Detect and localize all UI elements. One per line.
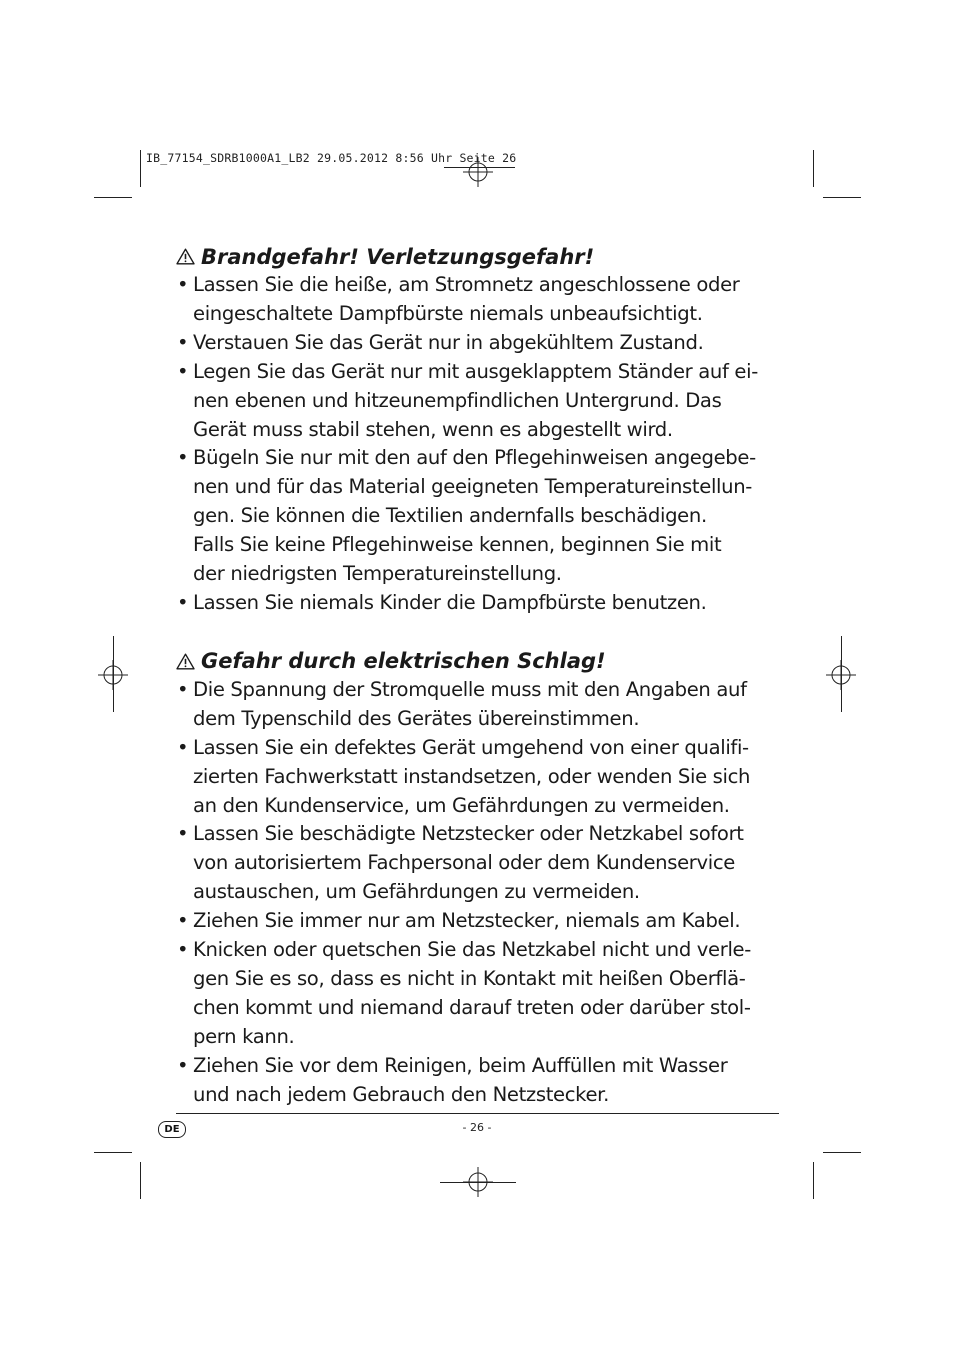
- bullet-line: eingeschaltete Dampfbürste niemals unbeaufsichtigt.: [193, 301, 703, 325]
- page-number: - 26 -: [462, 1121, 492, 1134]
- safety-instructions: [176, 242, 782, 1109]
- bullet-item: [176, 936, 782, 1052]
- section-fire-injury: [176, 242, 782, 618]
- language-badge: DE: [158, 1121, 186, 1138]
- crop-mark: [94, 197, 132, 198]
- section-electric-shock: [176, 647, 782, 1110]
- bullet-line: • Lassen Sie ein defektes Gerät umgehend von einer qualifi-: [193, 735, 749, 759]
- bullet-line: • Lassen Sie beschädigte Netzstecker oder Netzkabel sofort: [193, 822, 744, 846]
- crop-mark: [823, 197, 861, 198]
- bullet-item: [176, 329, 782, 358]
- bullet-item: [176, 444, 782, 589]
- bullet-item: [176, 907, 782, 936]
- bullet-line: • Bügeln Sie nur mit den auf den Pflegehinweisen angegebe-: [193, 446, 756, 470]
- warning-triangle-icon: [176, 248, 195, 265]
- section-heading: [176, 647, 782, 676]
- bullet-item: [176, 734, 782, 821]
- bullet-line: zierten Fachwerkstatt instandsetzen, oder wenden Sie sich: [193, 764, 751, 788]
- bullet-line: von autorisiertem Fachpersonal oder dem Kundenservice: [193, 851, 735, 875]
- bullet-item: [176, 676, 782, 734]
- crop-mark: [813, 150, 814, 187]
- bullet-item: [176, 589, 782, 618]
- bullet-item: [176, 820, 782, 907]
- bullet-line: • Knicken oder quetschen Sie das Netzkabel nicht und verle-: [193, 938, 751, 962]
- bullet-line: gen Sie es so, dass es nicht in Kontakt mit heißen Oberflä-: [193, 966, 746, 990]
- crop-mark: [823, 1152, 861, 1153]
- section-heading-text: Brandgefahr! Verletzungsgefahr!: [201, 244, 595, 269]
- footer-rule: [176, 1113, 779, 1114]
- bullet-line: der niedrigsten Temperatureinstellung.: [193, 562, 562, 586]
- bullet-line: Gerät muss stabil stehen, wenn es abgestellt wird.: [193, 417, 673, 441]
- print-slug: IB_77154_SDRB1000A1_LB2 29.05.2012 8:56 Uhr Seite 26: [146, 151, 517, 165]
- bullet-line: gen. Sie können die Textilien andernfalls beschädigen.: [193, 504, 707, 528]
- bullet-line: • Ziehen Sie immer nur am Netzstecker, niemals am Kabel.: [193, 909, 741, 933]
- bullet-line: nen und für das Material geeigneten Temperatureinstellun-: [193, 475, 752, 499]
- bullet-list: [176, 271, 782, 618]
- crop-mark: [440, 1182, 516, 1183]
- warning-triangle-icon: [176, 653, 195, 670]
- bullet-line: dem Typenschild des Gerätes übereinstimmen.: [193, 706, 640, 730]
- section-heading-text: Gefahr durch elektrischen Schlag!: [201, 649, 606, 674]
- bullet-line: • Verstauen Sie das Gerät nur in abgekühltem Zustand.: [193, 330, 704, 354]
- bullet-line: an den Kundenservice, um Gefährdungen zu vermeiden.: [193, 793, 730, 817]
- bullet-line: nen ebenen und hitzeunempfindlichen Untergrund. Das: [193, 388, 722, 412]
- bullet-line: austauschen, um Gefährdungen zu vermeiden.: [193, 880, 640, 904]
- bullet-line: • Die Spannung der Stromquelle muss mit den Angaben auf: [193, 677, 747, 701]
- crop-mark: [94, 1152, 132, 1153]
- bullet-item: [176, 1052, 782, 1110]
- crop-mark: [841, 636, 842, 712]
- crop-mark: [113, 636, 114, 712]
- crop-mark: [140, 150, 141, 187]
- bullet-line: pern kann.: [193, 1024, 295, 1048]
- bullet-line: und nach jedem Gebrauch den Netzstecker.: [193, 1082, 609, 1106]
- crop-mark: [813, 1162, 814, 1199]
- bullet-list: [176, 676, 782, 1110]
- bullet-line: Falls Sie keine Pflegehinweise kennen, beginnen Sie mit: [193, 533, 722, 557]
- bullet-line: • Ziehen Sie vor dem Reinigen, beim Auffüllen mit Wasser: [193, 1053, 728, 1077]
- bullet-line: chen kommt und niemand darauf treten oder darüber stol-: [193, 995, 751, 1019]
- bullet-line: • Lassen Sie die heiße, am Stromnetz angeschlossene oder: [193, 273, 740, 296]
- section-heading: [176, 242, 782, 271]
- crop-mark: [140, 1162, 141, 1199]
- print-slug-underline: [444, 167, 515, 168]
- bullet-item: [176, 271, 782, 329]
- bullet-item: [176, 358, 782, 445]
- bullet-line: • Legen Sie das Gerät nur mit ausgeklapptem Ständer auf ei-: [193, 359, 758, 383]
- bullet-line: • Lassen Sie niemals Kinder die Dampfbürste benutzen.: [193, 590, 707, 614]
